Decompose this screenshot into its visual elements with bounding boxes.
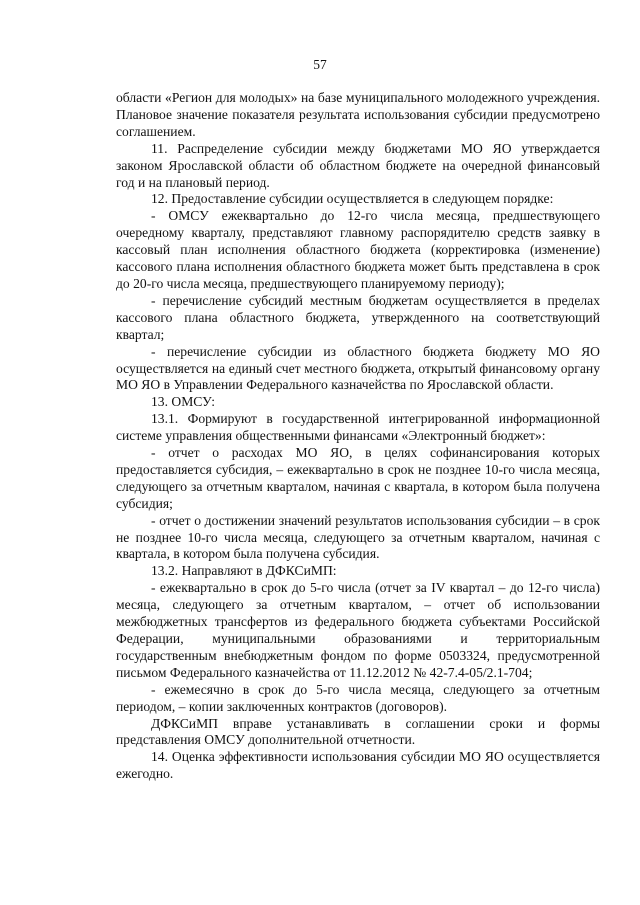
paragraph: - ежемесячно в срок до 5-го числа месяца, следующего за отчетным периодом, – копии заключенных контрактов (договоров).: [116, 681, 600, 714]
paragraph: 13.2. Направляют в ДФКСиМП:: [151, 563, 337, 579]
paragraph: - отчет о расходах МО ЯО, в целях софинансирования которых предоставляется субсидия, – ежеквартально в срок не позднее 10-го числа месяца, следующего за отчетным кварталом, начиная с квартала, в котором была получена субсидия;: [116, 445, 600, 511]
paragraph: - ОМСУ ежеквартально до 12-го числа месяца, предшествующего очередному кварталу, представляют главному распорядителю средств заявку в кассовый план исполнения областного бюджета (корректировка (изменение) кассового плана исполнения областного бюджета может быть представлена в срок до 20-го числа месяца, предшествующего планируемому периоду);: [116, 208, 600, 291]
paragraph: 12. Предоставление субсидии осуществляется в следующем порядке:: [151, 191, 554, 207]
paragraph: - ежеквартально в срок до 5-го числа (отчет за IV квартал – до 12-го числа) месяца, следующего за отчетным кварталом, – отчет об использовании межбюджетных трансфертов из федерального бюджета субъектами Российской Федерации, муниципальными образованиями и территориальным государственным внебюджетным фондом по форме 0503324, предусмотренной письмом Федерального казначейства от 11.12.2012 № 42-7.4-05/2.1-704;: [116, 580, 600, 680]
paragraph: 13.1. Формируют в государственной интегрированной информационной системе управления общественными финансами «Электронный бюджет»:: [116, 411, 600, 444]
paragraph: 11. Распределение субсидии между бюджетами МО ЯО утверждается законом Ярославской области об областном бюджете на очередной финансовый год и на плановый период.: [116, 140, 600, 190]
paragraph: 13. ОМСУ:: [151, 394, 216, 410]
paragraph: ДФКСиМП вправе устанавливать в соглашении сроки и формы представления ОМСУ дополнительной отчетности.: [116, 715, 600, 748]
paragraph: 14. Оценка эффективности использования субсидии МО ЯО осуществляется ежегодно.: [116, 749, 600, 782]
page-number: 57: [313, 57, 327, 72]
paragraph: - перечисление субсидии из областного бюджета бюджету МО ЯО осуществляется на единый счет местного бюджета, открытый финансовому органу МО ЯО в Управлении Федерального казначейства по Ярославской области.: [116, 343, 600, 393]
document-body: [116, 90, 600, 783]
paragraph: - перечисление субсидий местным бюджетам осуществляется в пределах кассового плана областного бюджета, утвержденного на соответствующий квартал;: [116, 292, 600, 342]
paragraph: - отчет о достижении значений результатов использования субсидии – в срок не позднее 10-го числа месяца, следующего за отчетным кварталом, начиная с квартала, в котором была получена субсидия.: [116, 512, 600, 562]
paragraph: области «Регион для молодых» на базе муниципального молодежного учреждения. Плановое значение показателя результата использования субсидии предусмотрено соглашением.: [116, 90, 600, 139]
